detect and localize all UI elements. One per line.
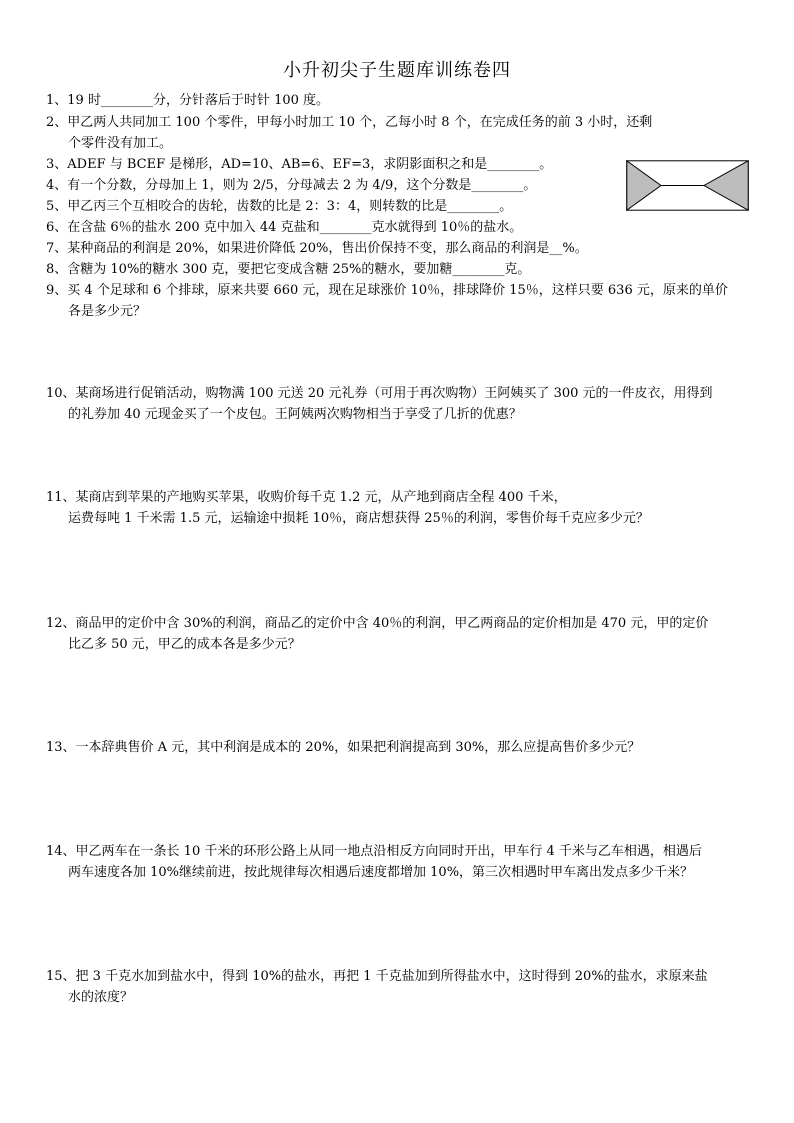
question-text: ADEF 与 BCEF 是梯形，AD=10、AB=6、EF=3，求阴影面积之和是________。 bbox=[67, 157, 553, 172]
question-text: 在含盐 6％的盐水 200 克中加入 44 克盐和________克水就得到 10％的盐水。 bbox=[67, 220, 523, 235]
question-14 bbox=[46, 841, 752, 883]
question-text: 甲乙丙三个互相咬合的齿轮，齿数的比是 2：3：4，则转数的比是________。 bbox=[67, 199, 513, 214]
question-text-continued: 两车速度各加 10%继续前进，按此规律每次相遇后速度都增加 10%，第三次相遇时甲车离出发点多少千米？ bbox=[68, 865, 694, 880]
question-1 bbox=[46, 90, 752, 111]
question-text-continued: 比乙多 50 元，甲乙的成本各是多少元？ bbox=[68, 637, 301, 652]
trapezoid-figure bbox=[626, 160, 749, 211]
question-text-continued: 运费每吨 1 千米需 1.5 元，运输途中损耗 10％，商店想获得 25％的利润，零售价每千克应多少元？ bbox=[68, 511, 649, 526]
page-title: 小升初尖子生题库训练卷四 bbox=[283, 60, 511, 81]
figure-left-shaded-triangle bbox=[627, 161, 661, 210]
question-number: 2、 bbox=[46, 115, 68, 130]
question-number: 8、 bbox=[46, 262, 68, 277]
question-text: 把 3 千克水加到盐水中，得到 10%的盐水，再把 1 千克盐加到所得盐水中，这时得到 20%的盐水，求原来盐 bbox=[75, 969, 708, 984]
question-6 bbox=[46, 217, 752, 238]
question-8 bbox=[46, 259, 752, 280]
question-text-continued: 个零件没有加工。 bbox=[68, 136, 173, 151]
question-text: 19 时________分，分针落后于时针 100 度。 bbox=[67, 93, 330, 108]
question-number: 4、 bbox=[46, 178, 68, 193]
question-number: 12、 bbox=[46, 616, 76, 631]
question-text: 含糖为 10%的糖水 300 克，要把它变成含糖 25%的糖水，要加糖________克。 bbox=[67, 262, 531, 277]
question-number: 15、 bbox=[46, 969, 76, 984]
question-text-continued: 水的浓度？ bbox=[68, 990, 134, 1005]
question-number: 3、 bbox=[46, 157, 68, 172]
question-number: 9、 bbox=[46, 283, 68, 298]
question-10 bbox=[46, 383, 752, 425]
question-13 bbox=[46, 737, 752, 758]
question-text: 某商场进行促销活动，购物满 100 元送 20 元礼券（可用于再次购物）王阿姨买了 300 元的一件皮衣，用得到 bbox=[75, 386, 713, 401]
question-number: 1、 bbox=[46, 93, 68, 108]
question-text: 有一个分数，分母加上 1，则为 2/5，分母减去 2 为 4/9，这个分数是________。 bbox=[67, 178, 537, 193]
figure-right-shaded-triangle bbox=[704, 161, 748, 210]
question-text-continued: 各是多少元？ bbox=[68, 304, 147, 319]
question-15 bbox=[46, 966, 752, 1008]
question-number: 10、 bbox=[46, 386, 76, 401]
question-number: 11、 bbox=[46, 490, 76, 505]
question-number: 6、 bbox=[46, 220, 68, 235]
question-text: 买 4 个足球和 6 个排球，原来共要 660 元，现在足球涨价 10％，排球降价 15％，这样只要 636 元，原来的单价 bbox=[67, 283, 728, 298]
question-text: 商品甲的定价中含 30%的利润，商品乙的定价中含 40％的利润，甲乙两商品的定价相加是 470 元，甲的定价 bbox=[75, 616, 709, 631]
question-7 bbox=[46, 238, 752, 259]
question-text: 某商店到苹果的产地购买苹果，收购价每千克 1.2 元，从产地到商店全程 400 千米， bbox=[75, 490, 567, 505]
question-number: 13、 bbox=[46, 740, 76, 755]
question-text: 甲乙两人共同加工 100 个零件，甲每小时加工 10 个，乙每小时 8 个，在完成任务的前 3 小时，还剩 bbox=[67, 115, 653, 130]
question-text-continued: 的礼券加 40 元现金买了一个皮包。王阿姨两次购物相当于享受了几折的优惠？ bbox=[68, 407, 522, 422]
question-text: 一本辞典售价 A 元，其中利润是成本的 20%，如果把利润提高到 30%，那么应提高售价多少元？ bbox=[75, 740, 641, 755]
question-text: 甲乙两车在一条长 10 千米的环形公路上从同一地点沿相反方向同时开出，甲车行 4 千米与乙车相遇，相遇后 bbox=[75, 844, 702, 859]
question-9 bbox=[46, 280, 752, 322]
question-12 bbox=[46, 613, 752, 655]
question-text: 某种商品的利润是 20%，如果进价降低 20%，售出价保持不变，那么商品的利润是__%。 bbox=[67, 241, 588, 256]
question-number: 5、 bbox=[46, 199, 68, 214]
question-number: 14、 bbox=[46, 844, 76, 859]
question-2 bbox=[46, 112, 752, 154]
question-number: 7、 bbox=[46, 241, 68, 256]
question-11 bbox=[46, 487, 752, 529]
